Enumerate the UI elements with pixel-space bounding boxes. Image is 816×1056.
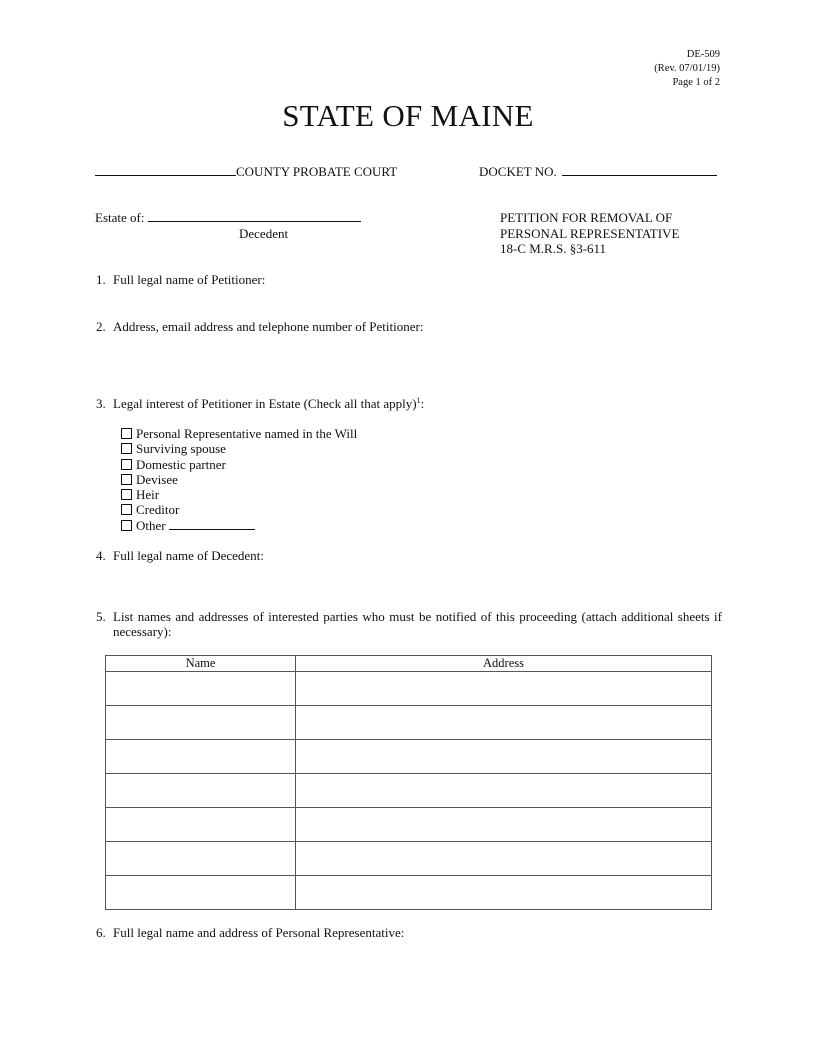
checkbox-label: Other bbox=[136, 517, 166, 533]
docket-line bbox=[479, 164, 717, 179]
question-number: 4. bbox=[96, 548, 106, 563]
question-text: Legal interest of Petitioner in Estate (Check all that apply) bbox=[113, 396, 417, 411]
footnote-marker: 1 bbox=[416, 396, 421, 405]
column-header-address: Address bbox=[296, 656, 712, 672]
checkbox[interactable] bbox=[121, 443, 132, 454]
name-cell[interactable] bbox=[106, 672, 296, 706]
table-row bbox=[106, 842, 712, 876]
question-6 bbox=[96, 925, 404, 940]
checkbox[interactable] bbox=[121, 504, 132, 515]
checkbox[interactable] bbox=[121, 459, 132, 470]
checkbox-label: Personal Representative named in the Will bbox=[136, 426, 358, 441]
docket-label: DOCKET NO. bbox=[479, 164, 557, 179]
county-input[interactable] bbox=[95, 164, 236, 176]
estate-line bbox=[95, 210, 361, 225]
question-number: 5. bbox=[96, 609, 106, 624]
table-row bbox=[106, 808, 712, 842]
form-revision: (Rev. 07/01/19) bbox=[654, 63, 720, 74]
page-indicator: Page 1 of 2 bbox=[672, 77, 720, 88]
column-header-name: Name bbox=[106, 656, 296, 672]
checkbox-label: Domestic partner bbox=[136, 456, 226, 472]
table-row bbox=[106, 876, 712, 910]
address-cell[interactable] bbox=[296, 808, 712, 842]
question-text: Address, email address and telephone number of Petitioner: bbox=[113, 319, 424, 334]
page-title: STATE OF MAINE bbox=[282, 98, 534, 133]
question-4 bbox=[96, 548, 264, 563]
question-suffix: : bbox=[420, 396, 425, 411]
checklist-item bbox=[121, 441, 357, 456]
checklist-item bbox=[121, 518, 357, 533]
table-row bbox=[106, 672, 712, 706]
question-text: List names and addresses of interested parties who must be notified of this proceeding (attach additional sheets if necessary): bbox=[113, 609, 722, 639]
address-cell[interactable] bbox=[296, 842, 712, 876]
name-cell[interactable] bbox=[106, 876, 296, 910]
petition-statute: 18-C M.R.S. §3-611 bbox=[500, 241, 607, 256]
question-1 bbox=[96, 272, 265, 287]
question-3 bbox=[96, 396, 424, 411]
checklist-item bbox=[121, 487, 357, 502]
checkbox-label: Heir bbox=[136, 487, 160, 503]
question-text: Full legal name of Decedent: bbox=[113, 548, 264, 563]
decedent-label: Decedent bbox=[239, 226, 289, 241]
table-row bbox=[106, 706, 712, 740]
table-row bbox=[106, 774, 712, 808]
address-cell[interactable] bbox=[296, 774, 712, 808]
name-cell[interactable] bbox=[106, 706, 296, 740]
checkbox[interactable] bbox=[121, 489, 132, 500]
estate-input[interactable] bbox=[148, 210, 361, 222]
petition-title bbox=[500, 210, 679, 257]
question-text: Full legal name and address of Personal Representative: bbox=[113, 925, 405, 940]
checkbox-label: Surviving spouse bbox=[136, 441, 226, 457]
table-row bbox=[106, 740, 712, 774]
form-number: DE-509 bbox=[686, 49, 720, 60]
question-number: 2. bbox=[96, 319, 106, 334]
name-cell[interactable] bbox=[106, 774, 296, 808]
checklist-item bbox=[121, 472, 357, 487]
checkbox-label: Creditor bbox=[136, 502, 180, 518]
name-cell[interactable] bbox=[106, 740, 296, 774]
interest-checklist bbox=[121, 426, 357, 533]
table-header-row bbox=[106, 656, 712, 672]
checkbox[interactable] bbox=[121, 428, 132, 439]
name-cell[interactable] bbox=[106, 842, 296, 876]
checkbox[interactable] bbox=[121, 520, 132, 531]
interested-parties-table bbox=[105, 655, 712, 910]
county-line bbox=[95, 164, 397, 179]
petition-line-1: PETITION FOR REMOVAL OF bbox=[500, 210, 673, 225]
question-text: Full legal name of Petitioner: bbox=[113, 272, 266, 287]
petition-line-2: PERSONAL REPRESENTATIVE bbox=[500, 225, 680, 241]
other-input[interactable] bbox=[169, 518, 255, 530]
checklist-item bbox=[121, 502, 357, 517]
name-cell[interactable] bbox=[106, 808, 296, 842]
question-number: 6. bbox=[96, 925, 106, 940]
docket-input[interactable] bbox=[562, 164, 717, 176]
form-meta bbox=[654, 48, 720, 90]
question-2 bbox=[96, 319, 423, 334]
checkbox-label: Devisee bbox=[136, 471, 178, 487]
question-number: 1. bbox=[96, 272, 106, 287]
address-cell[interactable] bbox=[296, 672, 712, 706]
address-cell[interactable] bbox=[296, 706, 712, 740]
estate-label: Estate of: bbox=[95, 210, 145, 225]
question-5 bbox=[96, 609, 722, 639]
county-label: COUNTY PROBATE COURT bbox=[236, 164, 398, 179]
address-cell[interactable] bbox=[296, 740, 712, 774]
checkbox[interactable] bbox=[121, 474, 132, 485]
question-number: 3. bbox=[96, 396, 106, 411]
checklist-item bbox=[121, 457, 357, 472]
address-cell[interactable] bbox=[296, 876, 712, 910]
checklist-item bbox=[121, 426, 357, 441]
